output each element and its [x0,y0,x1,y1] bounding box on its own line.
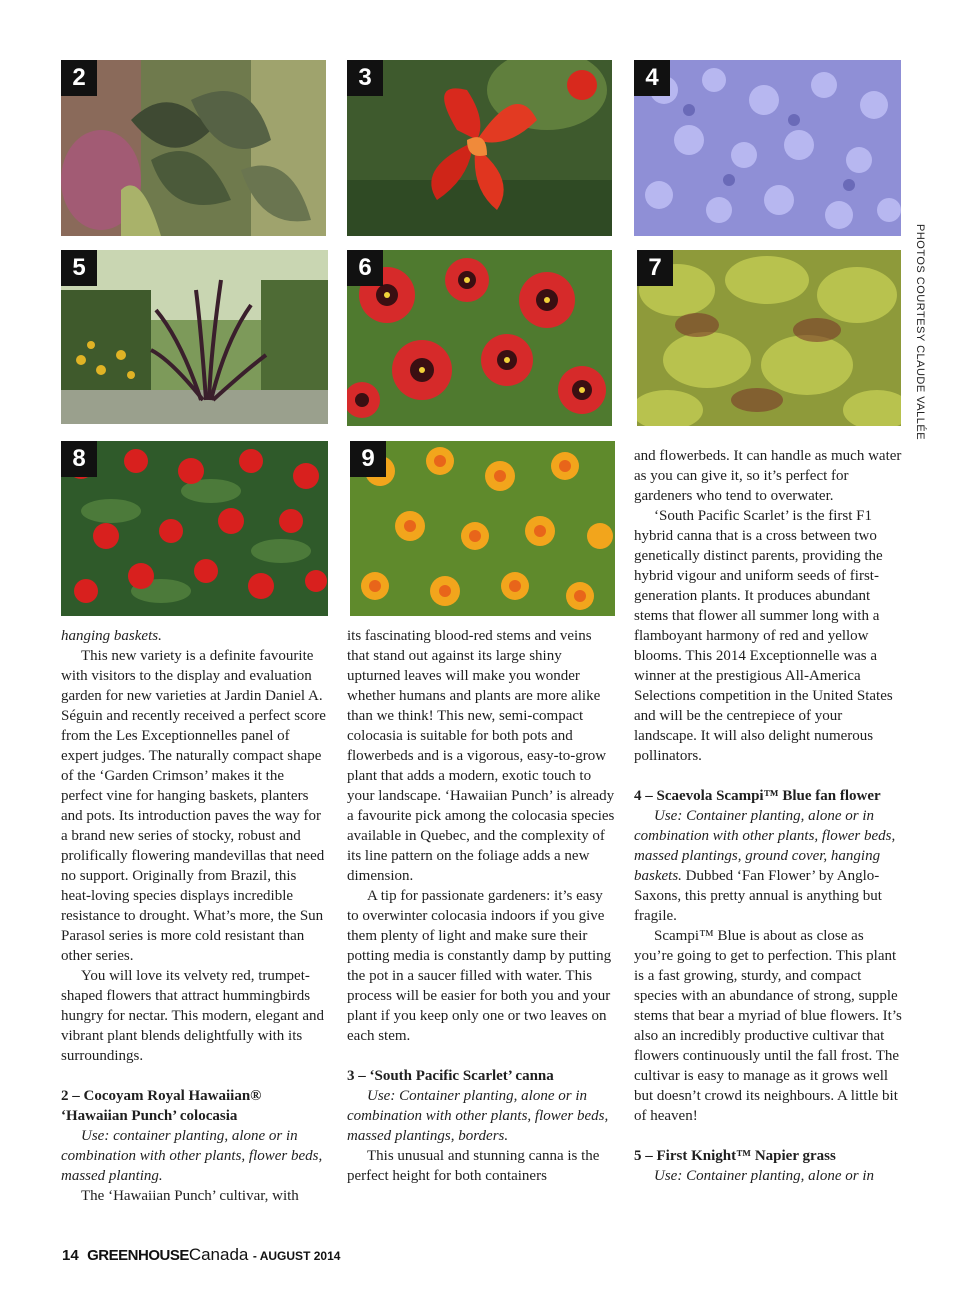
photo-zinnia [350,441,615,616]
photo-number-badge: 4 [634,60,670,96]
paragraph: and flowerbeds. It can handle as much water as you can give it, so it’s perfect for gardeners who tend to overwater. [634,448,902,504]
photo-number-badge: 5 [61,250,97,286]
photo-canna [347,60,612,236]
section-heading: 5 – First Knight™ Napier grass [634,1148,836,1164]
calibrachoa-image [347,250,612,426]
photo-number-badge: 7 [637,250,673,286]
use-note-text: Use: Container planting, alone or in combination with other plants, flower beds, massed plantings, ground cover, hanging baskets. [634,808,896,884]
use-note: Use: container planting, alone or in combination with other plants, flower beds, massed planting. [61,1128,323,1184]
photo-number-badge: 3 [347,60,383,96]
paragraph: You will love its velvety red, trumpet-shaped flowers that attract hummingbirds hungry for nectar. This modern, elegant and vibrant plant blends delightfully with its surroundings. [61,968,324,1064]
use-note [634,806,902,926]
coleus-image [637,250,901,426]
photo-number-badge: 8 [61,441,97,477]
photo-colocasia [61,60,326,236]
photo-number-badge: 9 [350,441,386,477]
photo-napier-grass [61,250,328,424]
paragraph: This new variety is a definite favourite with visitors to the display and evaluation garden for new varieties at Jardin Daniel A. Séguin and recently received a perfect score from the Les Exceptionnelles panel of expert judges. The naturally compact shape of the ‘Garden Crimson’ makes it the perfect vine for hanging baskets, planters and pots. Its introduction paves the way for a brand new series of stocky, robust and prolifically flowering mandevillas that need no support. Originally from Brazil, this heat-loving species displays incredible resistance to drought. What’s more, the Sun Parasol series is more cold resistant than other series. [61,648,326,964]
paragraph: Scampi™ Blue is about as close as you’re going to get to perfection. This plant is a fast growing, sturdy, and compact species with an abundance of strong, supple stems that bear a myriad of blue flowers. It’s also an incredibly productive cultivar that flowers continuously until the fall frost. The cultivar is easy to manage as it grows well but doesn’t crowd its neighbours. A little bit of heaven! [634,928,902,1124]
use-note: Use: Container planting, alone or in [654,1168,874,1184]
page-footer [62,1245,340,1267]
paragraph: This unusual and stunning canna is the perfect height for both containers [347,1148,600,1184]
paragraph: The ‘Hawaiian Punch’ cultivar, with [81,1188,299,1204]
photo-number-badge: 2 [61,60,97,96]
article-column-2 [347,626,615,1186]
colocasia-image [61,60,326,236]
photo-impatiens [61,441,328,616]
page-number: 14 [62,1247,79,1264]
article-column-3 [634,446,902,1186]
photo-scaevola [634,60,901,236]
magazine-name-suffix: Canada [188,1245,249,1264]
zinnia-image [350,441,615,616]
section-heading: 4 – Scaevola Scampi™ Blue fan flower [634,788,881,804]
article-column-1 [61,626,329,1206]
section-heading: ‘Hawaiian Punch’ colocasia [61,1108,238,1124]
paragraph: its fascinating blood-red stems and veins that stand out against its large shiny upturned leaves will make you wonder whether humans and plants are more alike than we think! This new, semi-compact colocasia is suitable for both pots and flowerbeds and is a vigorous, easy-to-grow plant that adds a modern, exotic touch to your landscape. ‘Hawaiian Punch’ is already a favourite pick among the colocasia species available in Quebec, and the complexity of its line pattern on the foliage adds a new dimension. [347,628,615,884]
section-heading: 3 – ‘South Pacific Scarlet’ canna [347,1068,554,1084]
paragraph: A tip for passionate gardeners: it’s easy to overwinter colocasia indoors if you give them plenty of light and make sure their potting media is constantly damp by putting the pot in a saucer filled with water. This process will be easier for both you and your plant if you keep only one or two leaves on each stem. [347,888,612,1044]
photo-calibrachoa [347,250,612,426]
paragraph: ‘South Pacific Scarlet’ is the first F1 hybrid canna that is a cross between two genetically distinct parents, providing the hybrid vigour and uniform seeds of first-generation plants. It produces abundant stems that flower all summer long with a flamboyant harmony of red and yellow blooms. This 2014 Exceptionnelle was a winner at the prestigious All-America Selections competition in the United States and will be the centrepiece of your landscape. It will also delight numerous pollinators. [634,508,893,764]
use-note: Use: Container planting, alone or in combination with other plants, flower beds, massed plantings, borders. [347,1088,609,1144]
napier-grass-image [61,250,328,424]
photo-credit: PHOTOS COURTESY CLAUDE VALLÉE [914,224,926,441]
scaevola-image [634,60,901,236]
issue-date: - AUGUST 2014 [252,1249,341,1263]
photo-coleus [637,250,901,426]
photo-number-badge: 6 [347,250,383,286]
magazine-name: GREENHOUSE [87,1247,189,1264]
use-note-tail: Dubbed ‘Fan Flower’ by Anglo-Saxons, this pretty annual is anything but fragile. [634,868,882,924]
section-heading: 2 – Cocoyam Royal Hawaiian® [61,1088,262,1104]
paragraph: hanging baskets. [61,628,162,644]
impatiens-image [61,441,328,616]
canna-image [347,60,612,236]
